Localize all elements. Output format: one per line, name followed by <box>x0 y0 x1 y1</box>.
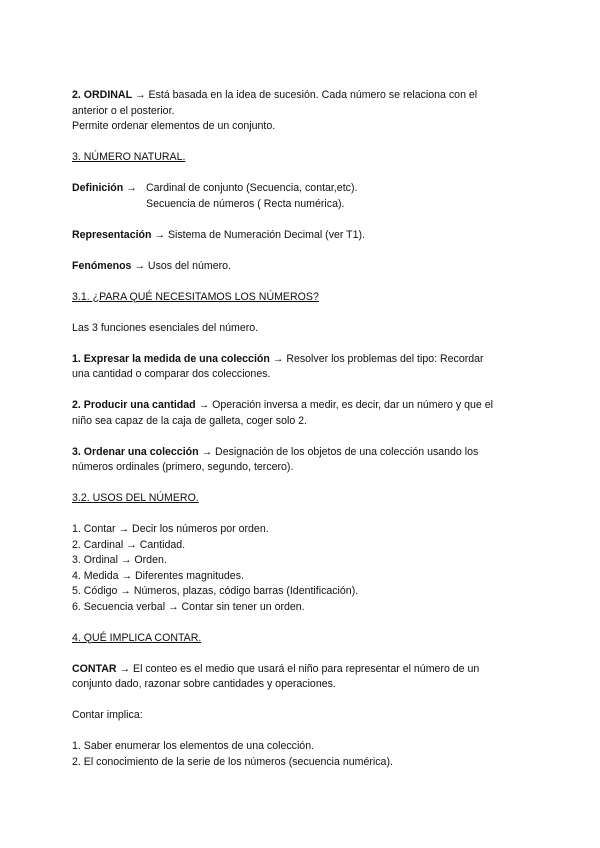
funcion-1-text: → Resolver los problemas del tipo: Recordar <box>269 352 484 365</box>
contar-paragraph <box>72 662 532 678</box>
section-3-1-intro: Las 3 funciones esenciales del número. <box>72 321 259 334</box>
representacion-paragraph <box>72 228 532 244</box>
funcion-2-title: 2. Producir una cantidad <box>72 399 196 411</box>
ordinal-text: → Está basada en la idea de sucesión. Cada número se relaciona con el <box>132 89 478 101</box>
section-3-2-heading: 3.2. USOS DEL NÚMERO. <box>72 492 199 504</box>
funcion-2-text: → Operación inversa a medir, es decir, dar un número y que el <box>195 399 493 411</box>
funcion-2-paragraph <box>72 398 532 414</box>
contar-title: CONTAR <box>72 662 117 675</box>
ordinal-line-2: anterior o el posterior. <box>72 104 175 117</box>
definicion-block <box>72 181 532 212</box>
funcion-1-title: 1. Expresar la medida de una colección <box>72 352 270 365</box>
ordinal-line-3: Permite ordenar elementos de un conjunto. <box>72 120 276 132</box>
ordinal-title: 2. ORDINAL <box>72 89 133 101</box>
fenomenos-paragraph <box>72 259 532 275</box>
representacion-label: Representación <box>72 228 152 241</box>
section-3-heading: 3. NÚMERO NATURAL. <box>72 151 186 163</box>
funcion-3-line-2: números ordinales (primero, segundo, tercero). <box>72 461 294 473</box>
list-item: 4. Medida → Diferentes magnitudes. <box>72 569 244 582</box>
fenomenos-label: Fenómenos <box>72 259 132 272</box>
implica-list <box>72 739 532 770</box>
list-item: 1. Contar → Decir los números por orden. <box>72 523 269 535</box>
document-page <box>72 88 532 770</box>
section-3-1-heading: 3.1. ¿PARA QUÉ NECESITAMOS LOS NÚMEROS? <box>72 290 319 303</box>
definicion-arrow: → <box>123 182 137 194</box>
representacion-text: → Sistema de Numeración Decimal (ver T1). <box>151 228 365 241</box>
contar-implica: Contar implica: <box>72 709 143 721</box>
definicion-line-1: Cardinal de conjunto (Secuencia, contar,etc). <box>146 182 358 194</box>
usos-list <box>72 522 532 615</box>
fenomenos-text: → Usos del número. <box>131 259 231 272</box>
list-item: 2. Cardinal → Cantidad. <box>72 538 186 551</box>
funcion-3-text: → Designación de los objetos de una colección usando los <box>198 445 479 458</box>
list-item: 3. Ordinal → Orden. <box>72 554 167 566</box>
definicion-label: Definición <box>72 182 124 194</box>
ordinal-paragraph <box>72 88 532 104</box>
contar-text: → El conteo es el medio que usará el niño para representar el número de un <box>116 662 480 675</box>
list-item: 5. Código → Números, plazas, código barras (Identificación). <box>72 585 359 597</box>
funcion-3-title: 3. Ordenar una colección <box>72 445 199 458</box>
definicion-line-2: Secuencia de números ( Recta numérica). <box>146 197 345 210</box>
list-item: 6. Secuencia verbal → Contar sin tener un orden. <box>72 600 305 613</box>
funcion-1-paragraph <box>72 352 532 368</box>
contar-line-2: conjunto dado, razonar sobre cantidades y operaciones. <box>72 678 336 690</box>
funcion-1-line-2: una cantidad o comparar dos colecciones. <box>72 368 271 380</box>
list-item: 2. El conocimiento de la serie de los números (secuencia numérica). <box>72 755 393 768</box>
funcion-3-paragraph <box>72 445 532 461</box>
funcion-2-line-2: niño sea capaz de la caja de galleta, coger solo 2. <box>72 414 307 427</box>
list-item: 1. Saber enumerar los elementos de una colección. <box>72 740 315 752</box>
section-4-heading: 4. QUÉ IMPLICA CONTAR. <box>72 631 202 644</box>
